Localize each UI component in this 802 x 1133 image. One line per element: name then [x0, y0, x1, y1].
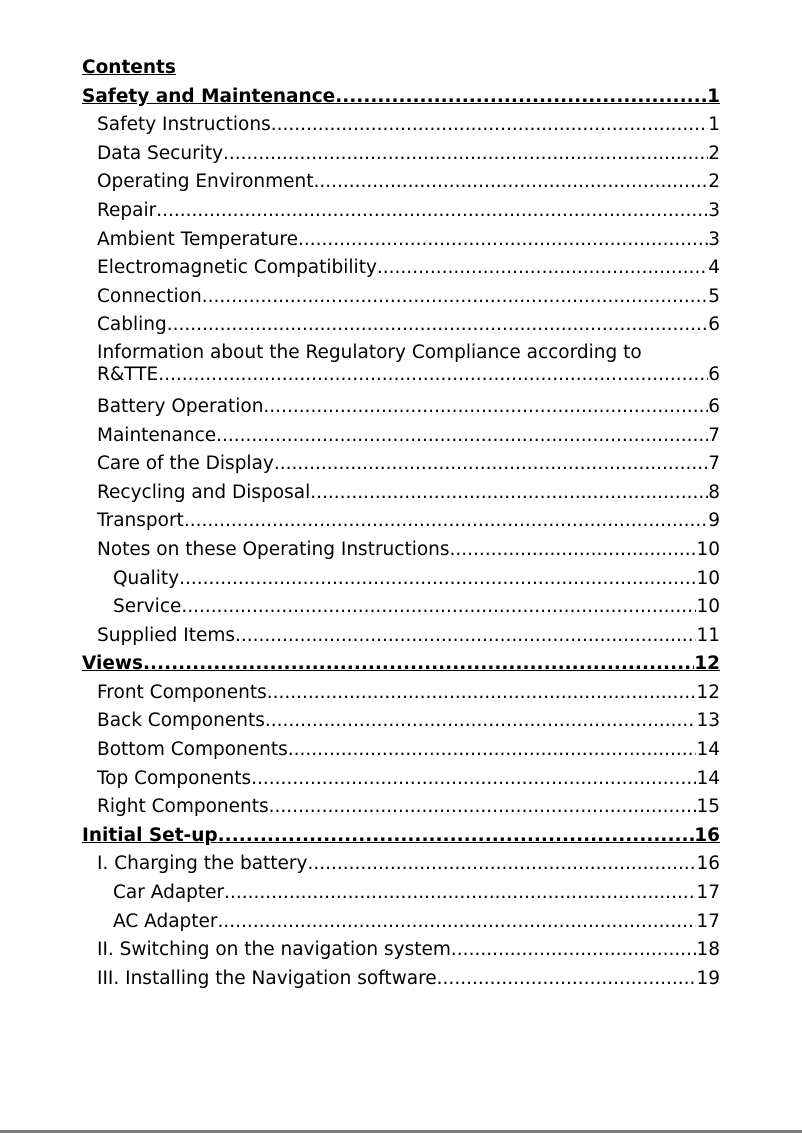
toc-entry-label: Car Adapter	[113, 882, 225, 904]
toc-entry-switching-on-navigation[interactable]	[82, 936, 720, 965]
toc-entry-label: Safety and Maintenance	[82, 85, 336, 107]
toc-entry-safety-and-maintenance[interactable]	[82, 83, 720, 112]
toc-entry-ambient-temperature[interactable]	[82, 226, 720, 255]
toc-entry-label: Care of the Display	[97, 453, 274, 475]
toc-leader	[156, 197, 708, 226]
toc-leader	[335, 83, 707, 112]
toc-entry-label: Right Components	[97, 796, 269, 818]
toc-leader	[251, 765, 696, 794]
toc-entry-page: 5	[708, 285, 720, 307]
toc-entry-battery-operation[interactable]	[82, 393, 720, 422]
toc-entry-electromagnetic-compatibility[interactable]	[82, 254, 720, 283]
toc-leader	[377, 254, 708, 283]
toc-entry-page: 2	[708, 171, 720, 193]
table-of-contents	[82, 54, 720, 993]
toc-entry-notes-on-operating-instructions[interactable]	[82, 536, 720, 565]
toc-entry-cabling[interactable]	[82, 311, 720, 340]
toc-leader	[216, 422, 708, 451]
toc-entry-label: Back Components	[97, 710, 265, 732]
toc-entry-label: Notes on these Operating Instructions	[97, 538, 450, 560]
toc-leader	[265, 707, 697, 736]
toc-entry-top-components[interactable]	[82, 765, 720, 794]
toc-leader	[437, 965, 697, 994]
toc-entry-page: 17	[696, 882, 720, 904]
toc-leader	[218, 908, 697, 937]
toc-leader	[181, 593, 696, 622]
toc-leader	[271, 111, 709, 140]
toc-entry-label: Front Components	[97, 681, 267, 703]
toc-entry-operating-environment[interactable]	[82, 168, 720, 197]
toc-entry-front-components[interactable]	[82, 679, 720, 708]
toc-entry-label: III. Installing the Navigation software	[97, 967, 437, 989]
toc-entry-right-components[interactable]	[82, 793, 720, 822]
toc-leader	[223, 140, 708, 169]
toc-entry-label: Supplied Items	[97, 624, 235, 646]
toc-entry-back-components[interactable]	[82, 707, 720, 736]
toc-entry-transport[interactable]	[82, 507, 720, 536]
toc-entry-page: 12	[696, 681, 720, 703]
toc-entry-connection[interactable]	[82, 283, 720, 312]
toc-entry-label: Quality	[113, 567, 180, 589]
toc-entry-label: Electromagnetic Compatibility	[97, 257, 377, 279]
toc-leader	[288, 736, 697, 765]
toc-entry-page: 10	[696, 567, 720, 589]
toc-entry-bottom-components[interactable]	[82, 736, 720, 765]
toc-entry-maintenance[interactable]	[82, 422, 720, 451]
toc-entry-care-of-the-display[interactable]	[82, 450, 720, 479]
toc-entry-installing-navigation-software[interactable]	[82, 965, 720, 994]
toc-leader	[267, 679, 697, 708]
toc-entry-views[interactable]	[82, 650, 720, 679]
toc-entry-label: Cabling	[97, 314, 167, 336]
toc-entry-page: 6	[708, 314, 720, 336]
toc-entry-safety-instructions[interactable]	[82, 111, 720, 140]
toc-entry-page: 13	[696, 710, 720, 732]
toc-entry-label: Information about the Regulatory Compliance according to	[97, 341, 642, 363]
toc-entry-page: 8	[708, 481, 720, 503]
toc-entry-label: AC Adapter	[113, 910, 218, 932]
toc-entry-page: 16	[694, 824, 720, 846]
toc-entry-page: 6	[708, 395, 720, 417]
toc-leader	[310, 479, 708, 508]
toc-leader	[451, 936, 697, 965]
toc-entry-label: Bottom Components	[97, 739, 288, 761]
toc-entry-label: Connection	[97, 285, 202, 307]
toc-entry-label: I. Charging the battery	[97, 853, 308, 875]
toc-entry-label: Initial Set-up	[82, 824, 218, 846]
toc-leader	[274, 450, 708, 479]
toc-entry-page: 10	[696, 538, 720, 560]
toc-entry-page: 7	[708, 424, 720, 446]
toc-entry-page: 11	[696, 624, 720, 646]
toc-entry-page: 17	[696, 910, 720, 932]
toc-entry-page: 9	[708, 510, 720, 532]
toc-entry-label: Repair	[97, 199, 157, 221]
toc-entry-page: 15	[696, 796, 720, 818]
toc-entry-page: 19	[696, 967, 720, 989]
toc-entry-label: Operating Environment	[97, 171, 314, 193]
toc-entry-label: Views	[82, 653, 143, 675]
toc-entry-page: 1	[707, 85, 720, 107]
toc-entry-label: Transport	[97, 510, 184, 532]
toc-entry-label: Data Security	[97, 142, 224, 164]
toc-leader	[314, 168, 709, 197]
toc-leader	[167, 311, 708, 340]
toc-entry-ac-adapter[interactable]	[82, 908, 720, 937]
toc-entry-car-adapter[interactable]	[82, 879, 720, 908]
toc-entry-label: II. Switching on the navigation system	[97, 939, 451, 961]
toc-leader	[179, 565, 696, 594]
toc-entry-page: 1	[708, 114, 720, 136]
toc-entry-page: 3	[708, 228, 720, 250]
toc-entry-page: 2	[708, 142, 720, 164]
toc-entry-label: R&TTE	[97, 363, 159, 385]
toc-entry-supplied-items[interactable]	[82, 622, 720, 651]
toc-entry-recycling-and-disposal[interactable]	[82, 479, 720, 508]
toc-entry-page: 6	[708, 363, 720, 385]
toc-entry-label: Battery Operation	[97, 395, 264, 417]
toc-title: Contents	[82, 57, 176, 78]
toc-leader	[450, 536, 697, 565]
toc-entry-repair[interactable]	[82, 197, 720, 226]
toc-entry-continuation	[97, 364, 720, 386]
toc-entry-page: 10	[696, 596, 720, 618]
toc-leader	[307, 850, 696, 879]
toc-entry-label: Maintenance	[97, 424, 217, 446]
toc-leader	[298, 226, 708, 255]
toc-leader	[184, 507, 708, 536]
toc-leader	[263, 393, 708, 422]
toc-entry-label: Recycling and Disposal	[97, 481, 311, 503]
toc-entry-label: Service	[113, 596, 182, 618]
toc-leader	[235, 622, 696, 651]
toc-leader	[218, 822, 695, 851]
toc-entry-page: 18	[696, 939, 720, 961]
toc-entry-regulatory-compliance[interactable]	[82, 342, 720, 386]
toc-entry-quality[interactable]	[82, 565, 720, 594]
toc-leader	[202, 283, 709, 312]
toc-entry-page: 3	[708, 199, 720, 221]
toc-leader	[269, 793, 697, 822]
toc-leader	[158, 364, 708, 386]
toc-entry-page: 16	[696, 853, 720, 875]
toc-entry-page: 12	[694, 653, 720, 675]
toc-entry-service[interactable]	[82, 593, 720, 622]
toc-entry-label: Top Components	[97, 767, 252, 789]
toc-leader	[224, 879, 696, 908]
toc-entry-initial-set-up[interactable]	[82, 822, 720, 851]
toc-leader	[143, 650, 694, 679]
toc-entry-charging-the-battery[interactable]	[82, 850, 720, 879]
toc-entry-label: Ambient Temperature	[97, 228, 298, 250]
toc-entry-page: 14	[696, 739, 720, 761]
toc-entry-data-security[interactable]	[82, 140, 720, 169]
toc-entry-page: 4	[708, 257, 720, 279]
toc-entry-label: Safety Instructions	[97, 114, 271, 136]
toc-entry-page: 14	[696, 767, 720, 789]
toc-entry-page: 7	[708, 453, 720, 475]
